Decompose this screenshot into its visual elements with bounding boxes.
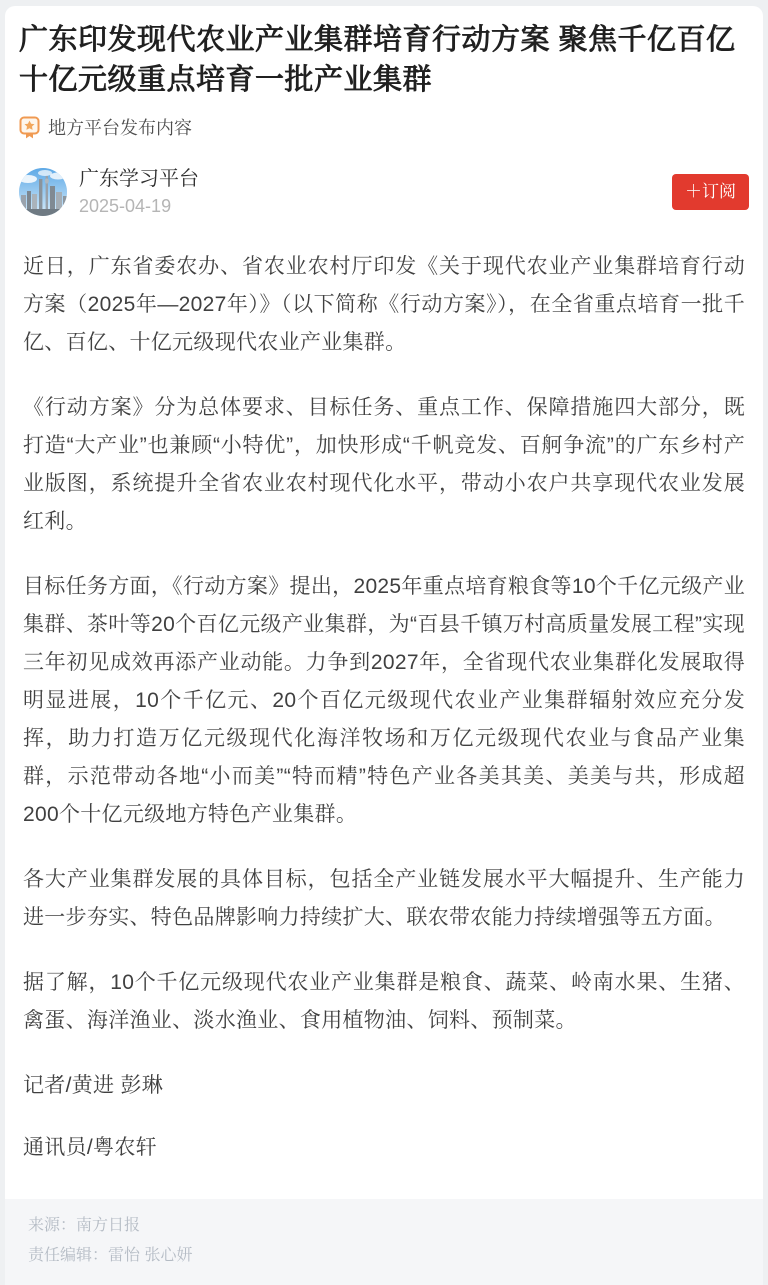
page-title: 广东印发现代农业产业集群培育行动方案 聚焦千亿百亿十亿元级重点培育一批产业集群 [19, 24, 736, 96]
source-line: 来源：南方日报 [28, 1217, 141, 1234]
ribbon-star-icon [19, 116, 40, 139]
article-body [19, 248, 749, 1167]
editor-line: 责任编辑：雷怡 张心妍 [28, 1247, 193, 1264]
subscribe-button[interactable]: ＋订阅 [672, 174, 749, 210]
author-meta [79, 166, 672, 218]
publish-date: 2025-04-19 [79, 196, 172, 216]
article-paragraph: 《行动方案》分为总体要求、目标任务、重点工作、保障措施四大部分，既打造“大产业”也兼顾“小特优”，加快形成“千帆竞发、百舸争流”的广东乡村产业版图，系统提升全省农业农村现代化水平，带动小农户共享现代农业发展红利。 [23, 396, 745, 533]
author-name[interactable]: 广东学习平台 [79, 168, 199, 190]
avatar[interactable] [19, 168, 67, 216]
article-footer [5, 1199, 763, 1285]
byline-correspondent: 通讯员/粤农轩 [23, 1136, 157, 1159]
platform-badge-label: 地方平台发布内容 [48, 118, 192, 138]
platform-badge [19, 114, 749, 140]
byline-reporter: 记者/黄进 彭琳 [23, 1074, 164, 1097]
article-paragraph: 据了解，10个千亿元级现代农业产业集群是粮食、蔬菜、岭南水果、生猪、禽蛋、海洋渔业、淡水渔业、食用植物油、饲料、预制菜。 [23, 971, 745, 1032]
article-card [5, 6, 763, 1199]
city-skyline-avatar-icon [19, 168, 67, 221]
article-paragraph: 近日，广东省委农办、省农业农村厅印发《关于现代农业产业集群培育行动方案（2025年—2027年）》（以下简称《行动方案》），在全省重点培育一批千亿、百亿、十亿元级现代农业产业集群。 [23, 255, 745, 354]
author-row [19, 166, 749, 218]
article-paragraph: 目标任务方面，《行动方案》提出，2025年重点培育粮食等10个千亿元级产业集群、茶叶等20个百亿元级产业集群，为“百县千镇万村高质量发展工程”实现三年初见成效再添产业动能。力争到2027年，全省现代农业集群化发展取得明显进展，10个千亿元、20个百亿元级现代农业产业集群辐射效应充分发挥，助力打造万亿元级现代化海洋牧场和万亿元级现代农业与食品产业集群，示范带动各地“小而美”“特而精”特色产业各美其美、美美与共，形成超200个十亿元级地方特色产业集群。 [23, 575, 745, 826]
article-paragraph: 各大产业集群发展的具体目标，包括全产业链发展水平大幅提升、生产能力进一步夯实、特色品牌影响力持续扩大、联农带农能力持续增强等五方面。 [23, 868, 745, 929]
